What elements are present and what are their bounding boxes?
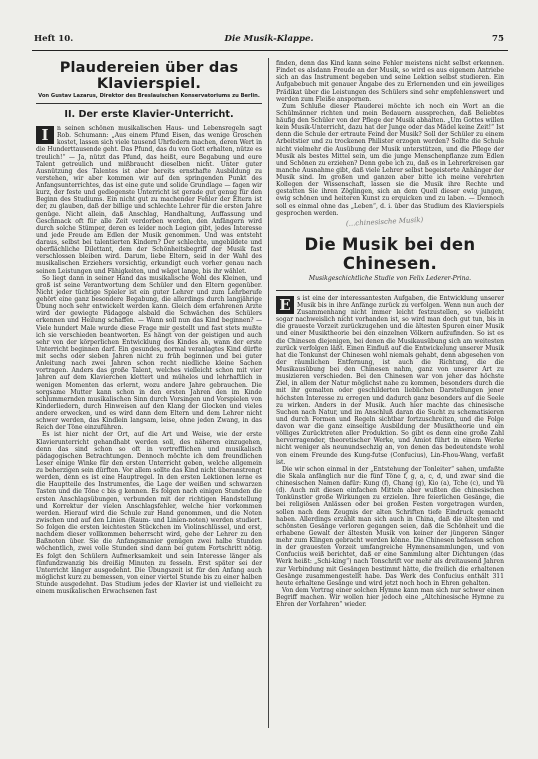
handwriting-area [276, 217, 504, 233]
page-number: 75 [492, 34, 504, 44]
paragraph-text: n seinen schönen musikalischen Haus- und Lebensregeln sagt Rob. Schumann: „Aus einem Pfund Eisen, das wenige Groschen kostet, lassen sich viele tausend Uhrfedern machen, deren Wert in die Hunderttausende geht. Das Pfund, das du von Gott erhalten, nütze es treulich!“ — Ja, nützt das Pfund, das heißt, eure Begabung und eure Talent getreulich und mißbraucht dieselben nicht. Unter guter Ausnützung des Talentes ist aber bereits ernsthafte Ausbildung zu verstehen, wir aber kommen wir auf den springenden Punkt des Anfangsunterrichtes, das ist eine gute und solide Grundlage — fagen wir kurz, der feste und gediegenste Unterricht ist gerade gut genug für den Beginn des Studiums. Ein nicht gut zu machender Fehler der Eltern ist der, zu glauben, daß der billige und schlechte Lehrer für die ersten Jahre genüge. Nicht allein, daß Anschlag, Handhaltung, Auffassung und Geschmack oft für alle Zeit verdorben werden, den Anfängern wird durch solche Stümper, deren es leider noch Legion gibt, jedes Interesse und jede Freude am Edlen der Musik genommen. Und was entsteht daraus, selbst bei talentierten Kindern? Der schlechte, ungebildete und oberflächliche Dilettant, dem der Schönheitsbegriff der Musik fast verschlossen bleiben wird. Darum, liebe Eltern, seid in der Wahl des musikalischen Erziehers vorsichtig, erkundigt euch vorher genau nach seinen Leistungen und Fähigkeiten, und wäget lange, bis ihr wählet. [36, 125, 262, 275]
column-divider [268, 58, 269, 728]
paragraph: Die wir schon einmal in der „Entstehung der Tonleiter“ sahen, umfaßte die Skala anfänglich nur die fünf Töne f, g, a, c, d, und zwar sind die chinesischen Namen dafür: Kung (f), Chang (g), Kio (a), Tche (c), und Yü (d). Auch mit diesen einfachen Mitteln aber wußten die chinesischen Tonkünstler große Wirkungen zu erzielen. Ihre feierlichen Gesänge, die bei religiösen Anlässen oder bei großen Festen vorgetragen wurden, sollen nach dem Zeugnis der alten Schriften tiefe Eindruck gemacht haben. Allerdings erzählt man sich auch in China, daß die ältesten und schönsten Gesänge verloren gegangen seien, daß die Schönheit und die erhabene Gewalt der ältesten Musik von keiner der jüngeren Sänger mehr zum Klingen gebracht werden könne. Die Chinesen befassen schon in der grauesten Vorzeit umfangreiche Hymnensammlungen, und von Confucius weiß berichtet, daß er eine Sammlung alter Dichtungen (das Werk heißt: „Schi-king“) nach Tonschrift vor mehr als dreitausend Jahren zur Verbindung mit Gesängen bestimmt hätte, die freilich die erhaltenen Gesänge zusammengestellt habe. Das Werk des Confucius enthält 311 heute erhaltene Gesänge und wird jetzt noch hoch in Ehren gehalten. [276, 465, 504, 587]
dropcap: I [36, 126, 54, 144]
section-title: II. Der erste Klavier-Unterricht. [64, 109, 234, 120]
dropcap: E [276, 296, 294, 314]
issue-number: Heft 10. [34, 34, 74, 44]
paragraph: So liegt dann in seiner Hand das musikalische Wohl des Kleinen, und groß ist seine Verantwortung dem Schüler und den Eltern gegenüber. Nicht jeder tüchtige Spieler ist ein guter Lehrer und zum Lehrberufe gehört eine ganz besondere Begabung, die allerdings durch langjährige Übung noch sehr entwickelt werden kann. Gleich dem erfahrenen Arzte wird der gewiegte Pädagoge alsbald die Schwächen des Schülers erkennen und Heilung schaffen. — Wann soll nun das Kind beginnen? — Viele hundert Male wurde diese Frage mir gestellt und fast stets mußte ich sie verschieden beantworten. Es hängt von der geistigen und auch sehr von der körperlichen Entwicklung des Kindes ab, wann der erste Unterricht beginnen darf. Ein gesundes, normal veranlagtes Kind dürfte mit sechs oder sieben Jahren nicht zu früh beginnen und bei guter Anleitung nach zwei Jahren schon recht niedliche kleine Sachen vortragen. Anders das große Talent, welches vielleicht schon mit vier Jahren auf dem Klavierchen klettert und mühelos und lehrhaftlich in wenigen Momenten das erlernt, wozu andere Jahre gebrauchen. Die sorgsame Mutter kann schon in den ersten Jahren den im Kinde schlummernden musikalischen Sinn durch Vorsingen und Vorspielen von Kinderliedern, durch Hinweisen auf den Klang der Glocken und vieles andere erwecken, und es wird dann dem Eltern und dem Lehrer nicht schwer werden, das Kindlein langsam, leise, ohne jeden Zwang, in das Reich der Töne einzuführen. [36, 274, 262, 432]
paragraph [276, 295, 504, 466]
paragraph [36, 125, 262, 275]
right-column [276, 60, 504, 725]
paragraph: Von dem Vortrag einer solchen Hymne kann man sich nur schwer einen Begriff machen. Wir wollen hier jedoch eine „Altchinesische Hymne zu Ehren der Vorfahren“ wieder. [276, 586, 504, 609]
page-header [34, 34, 504, 48]
title-rule [276, 290, 504, 291]
paragraph: finden, denn das Kind kann seine Fehler meistens nicht selbst erkennen. Findet es alsdann Freude an der Musik, so wird es aus eigenem Antriebe sich an das Instrument begeben und seine Lektion selbst studieren. Ein Aufgabebuch mit genauer Angabe des zu Erlernenden und ein jeweiliges Prädikat über die Leistungen des Schülers sind sehr empfehlenswert und werden zum Fleiße anspornen. [276, 60, 504, 103]
music-article-title: Die Musik bei den Chinesen. [304, 234, 476, 273]
paragraph: Es ist hier nicht der Ort, auf die Art und Weise, wie der erste Klavierunterricht gehandhabt werden soll, des näheren einzugehen, denn das sind schon so oft in vortrefflichen und musikalisch pädagogischen Betrachtungen. Dennoch möchte ich dem freundlichen Leser einige Winke für den ersten Unterricht geben, welche allgemein zu beherzigen sein dürften. Vor allem sollte das Kind nicht überanstrengt werden, denn es ist eine Hauptregel. In den ersten Lektionen lerne es die Hauptteile des Instrumentes, die Lage der weißen und schwarzen Tasten und die Töne c bis g kennen. Es folgen nach einigen Stunden die ersten Anschlagsübungen, verbunden mit der richtigen Handstellung und Korrektur der vielen Anschlagsfehler, welche hier vorkommen werden. Hierauf wird die Schule zur Hand genommen, und die Noten zwischen und auf den Linien (Raum- und Linien-noten) werden studiert. So folgen die ersten leichtesten Stückchen im Violinschlüssel, und erst, nachdem dieser vollkommen beherrscht wird, gehe der Lehrer zu den Baßnoten über. Sie die Anfangsmanier genügen zwei halbe Stunden wöchentlich, zwei volle Stunden sind dann bei gutem Fortschritt nötig. Es folgt den Schülern Aufmerksamkeit und sein Interesse länger als fünfundzwanzig bis dreißig Minuten zu fesseln. Erst später sei der Unterricht länger ausgedehnt. Die Übungszeit ist für den Anfang auch möglichst kurz zu bemessen, von einer viertel Stunde bis zu einer halben Stunde ausgedehnt. Das Studium jedes der Klavier ist und vielleicht zu einem musikalischen Erwachsenen fast [36, 431, 262, 596]
paragraph-text: s ist eine der interessantesten Aufgaben, die Entwicklung unserer Musik bis in ihre Anfänge zurück zu verfolgen. Wenn nun auch der Zusammenhang nicht immer leicht festzustellen, so vielleicht sogar nachweislich nicht vorhanden ist, so wird man doch gut tun, bis in die graueste Vorzeit zurückzugehen und die ältesten Spuren einer Musik und einer Musiktheorie bei den einzelnen Völkern aufzufinden. So ist es die Chinesen diejenigen, bei denen die Musikausübung sich am weitesten zurück verfolgen läßt. Einen Einfluß auf die Entwickelung unserer Musik hat die Tonkunst der Chinesen wohl niemals gehabt, denn abgesehen von der räumlichen Entfernung, ist auch die Richtung, die die Musikausübung bei den Chinesen nahm, ganz von unserer Art zu musizieren verschieden. Bei den Chinesen war von jeher das höchste Ziel, in allem der Natur möglichst nahe zu kommen, besonders durch die mit ihr gemalten oder geschilderten lieblichen Darstellungen jener höchsten Interesse zu erregen und dadurch ganz besonders auf die Seele zu wirken. Anders in der Musik. Auch hier machte das chinesische Suchen nach Natur, und im Anschluß daran die Sucht zu schematisieren und durch Formen und Regeln sichtbar fortzuschreiten, und die Folge davon war die ganz einseitige Ausbildung der Musiktheorie und ein völliges Zurücktreten aller Produktion. So gibt es denn eine große Zahl hervorragender, theoretischer Werke, und Amiot führt in einem Werke nicht weniger als neunundsechzig an, von denen das bedeutendste wohl von einem Freunde des Kung-futse (Confucius), Lin-Fhou-Wang, verfaßt ist. [276, 294, 504, 466]
left-column [36, 60, 262, 725]
title-rule [36, 103, 262, 104]
publication-title: Die Musik-Klappe. [224, 34, 314, 44]
article-title: Plaudereien über das Klavierspiel. [59, 60, 239, 92]
article-byline: Von Gustav Lazarus, Direktor des Breslauischen Konservatoriums zu Berlin. [38, 93, 260, 99]
music-article-subtitle: Musikgeschichtliche Studie von Felix Lederer-Prina. [308, 274, 472, 282]
paragraph: Zum Schluße dieser Plauderei möchte ich noch ein Wort an die Schülmänner richten und mein Bedauern aussprechen, daß Beliebtes häufig den Schüler von der Pflege der Musik abhalten. „Um Gottes willen kein Musik-Unterricht, dazu hat der Junge oder das Mädel keine Zeit!“ Ist denn die Schule der ertraute Feind der Musik? Soll der Schüler zu einem Arbeitstier und zu trockenen Philister erzogen werden? Sollte die Schule nicht vielmehr die Ausübung der Musik unterstützen, und die Pflege der Musik als bestes Mittel sein, um die junge Menschenpflanze zum Edlen und Schönen zu erziehen? Denn gebe ich zu, daß es in Lehrerkreisen gar manche Ausnahme gibt, daß viele Lehrer selbst begeisterte Anhänger der Musik sind. Im großen und ganzen aber bitte ich meine verehrten Kollegen der Wissenschaft, lassen sie die Musik ihre Rechte und gestatten Sie ihren Zöglingen, sich an dem Quell dieser ewig jungen, ewig schönen und heiteren Kunst zu erquicken und zu laben. — Dennoch soll es einmal ohne das „Leben“, d. i. über das Studium des Klavierspiels gesprochen werden. [276, 102, 504, 217]
handwritten-note: (...chinesische Musik) [345, 215, 424, 228]
header-rule [32, 50, 508, 51]
